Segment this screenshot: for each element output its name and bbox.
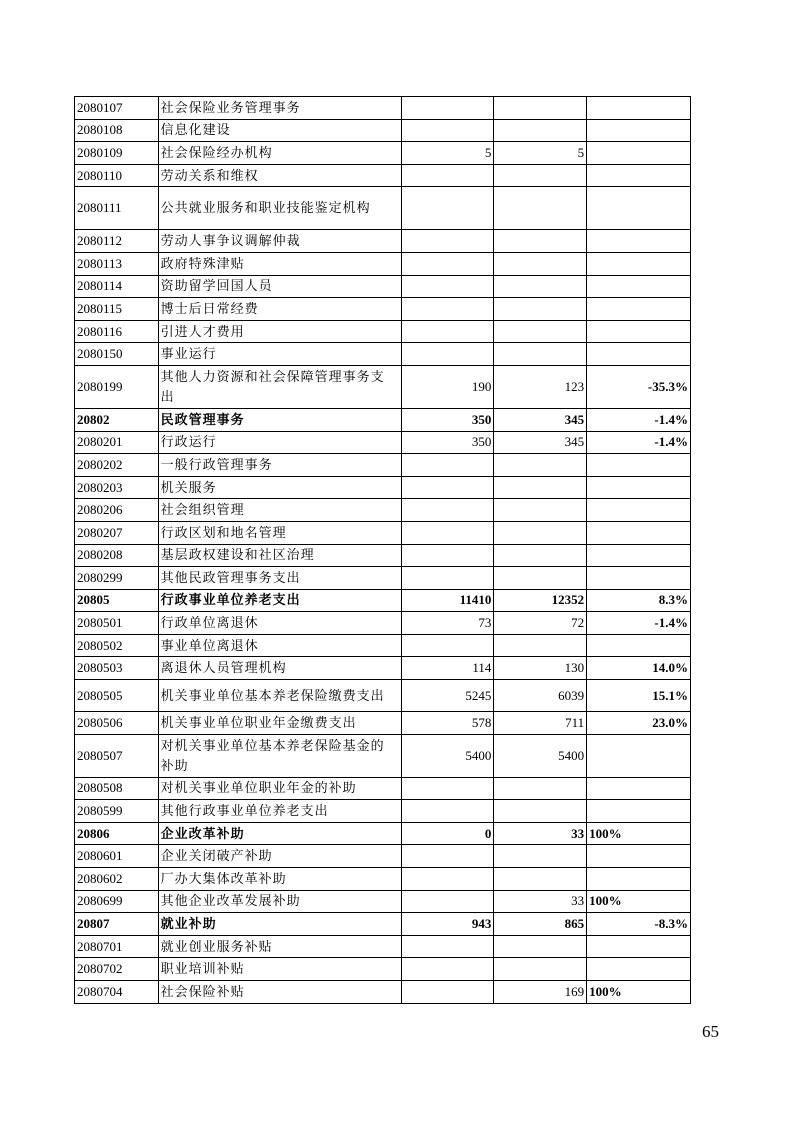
table-row [75, 567, 691, 590]
change-percent-cell [587, 343, 691, 366]
value-2025-cell [494, 634, 587, 657]
change-percent-cell [587, 320, 691, 343]
value-2025-cell: 345 [494, 431, 587, 454]
code-cell: 20807 [75, 913, 159, 936]
table-row [75, 187, 691, 230]
table-row [75, 800, 691, 823]
value-2025-cell [494, 499, 587, 522]
change-percent-cell: -35.3% [587, 365, 691, 408]
change-percent-cell [587, 142, 691, 165]
change-percent-cell [587, 119, 691, 142]
code-cell: 2080109 [75, 142, 159, 165]
change-percent-cell: 8.3% [587, 589, 691, 612]
name-cell: 社会保险业务管理事务 [158, 97, 401, 120]
name-cell: 社会保险经办机构 [158, 142, 401, 165]
value-2025-cell: 130 [494, 657, 587, 680]
change-percent-cell [587, 958, 691, 981]
change-percent-cell [587, 521, 691, 544]
value-2025-cell: 12352 [494, 589, 587, 612]
name-cell: 公共就业服务和职业技能鉴定机构 [158, 187, 401, 230]
value-2025-cell: 123 [494, 365, 587, 408]
value-2024-cell: 5400 [401, 734, 494, 777]
code-cell: 2080207 [75, 521, 159, 544]
change-percent-cell: -1.4% [587, 431, 691, 454]
code-cell: 2080107 [75, 97, 159, 120]
value-2024-cell [401, 981, 494, 1004]
code-cell: 2080208 [75, 544, 159, 567]
code-cell: 2080501 [75, 612, 159, 635]
value-2025-cell [494, 164, 587, 187]
value-2025-cell [494, 119, 587, 142]
table-row [75, 454, 691, 477]
name-cell: 民政管理事务 [158, 408, 401, 431]
table-row [75, 320, 691, 343]
change-percent-cell [587, 544, 691, 567]
name-cell: 社会组织管理 [158, 499, 401, 522]
name-cell: 其他民政管理事务支出 [158, 567, 401, 590]
code-cell: 2080502 [75, 634, 159, 657]
name-cell: 社会保险补贴 [158, 981, 401, 1004]
value-2024-cell [401, 845, 494, 868]
value-2025-cell [494, 454, 587, 477]
code-cell: 2080505 [75, 680, 159, 712]
table-row [75, 142, 691, 165]
table-row [75, 913, 691, 936]
table-row [75, 935, 691, 958]
change-percent-cell [587, 164, 691, 187]
value-2024-cell: 5 [401, 142, 494, 165]
value-2024-cell [401, 634, 494, 657]
value-2024-cell: 11410 [401, 589, 494, 612]
table-row [75, 252, 691, 275]
table-row [75, 408, 691, 431]
change-percent-cell [587, 567, 691, 590]
name-cell: 职业培训补贴 [158, 958, 401, 981]
code-cell: 2080199 [75, 365, 159, 408]
value-2024-cell [401, 890, 494, 913]
name-cell: 厂办大集体改革补助 [158, 868, 401, 891]
value-2024-cell [401, 800, 494, 823]
value-2025-cell [494, 275, 587, 298]
value-2024-cell: 73 [401, 612, 494, 635]
value-2025-cell [494, 935, 587, 958]
change-percent-cell: 15.1% [587, 680, 691, 712]
code-cell: 2080701 [75, 935, 159, 958]
value-2025-cell [494, 343, 587, 366]
table-row [75, 230, 691, 253]
table-row [75, 777, 691, 800]
code-cell: 2080114 [75, 275, 159, 298]
change-percent-cell: -1.4% [587, 612, 691, 635]
change-percent-cell [587, 476, 691, 499]
name-cell: 其他人力资源和社会保障管理事务支出 [158, 365, 401, 408]
value-2024-cell [401, 958, 494, 981]
code-cell: 2080116 [75, 320, 159, 343]
change-percent-cell [587, 868, 691, 891]
name-cell: 机关事业单位职业年金缴费支出 [158, 712, 401, 735]
value-2025-cell [494, 252, 587, 275]
code-cell: 2080110 [75, 164, 159, 187]
value-2025-cell [494, 187, 587, 230]
table-row [75, 343, 691, 366]
value-2025-cell [494, 476, 587, 499]
change-percent-cell [587, 734, 691, 777]
value-2024-cell [401, 187, 494, 230]
value-2025-cell: 33 [494, 890, 587, 913]
change-percent-cell: 14.0% [587, 657, 691, 680]
code-cell: 2080108 [75, 119, 159, 142]
value-2024-cell: 943 [401, 913, 494, 936]
name-cell: 行政运行 [158, 431, 401, 454]
code-cell: 2080202 [75, 454, 159, 477]
value-2024-cell [401, 97, 494, 120]
change-percent-cell: -8.3% [587, 913, 691, 936]
table-row [75, 298, 691, 321]
value-2024-cell: 350 [401, 408, 494, 431]
change-percent-cell [587, 187, 691, 230]
table-row [75, 431, 691, 454]
name-cell: 机关服务 [158, 476, 401, 499]
table-row [75, 544, 691, 567]
change-percent-cell [587, 935, 691, 958]
table-row [75, 612, 691, 635]
value-2024-cell [401, 164, 494, 187]
value-2024-cell [401, 343, 494, 366]
code-cell: 2080508 [75, 777, 159, 800]
table-row [75, 822, 691, 845]
table-row [75, 680, 691, 712]
value-2025-cell: 33 [494, 822, 587, 845]
code-cell: 2080115 [75, 298, 159, 321]
budget-table [74, 96, 691, 1004]
value-2024-cell [401, 476, 494, 499]
code-cell: 2080201 [75, 431, 159, 454]
name-cell: 对机关事业单位基本养老保险基金的补助 [158, 734, 401, 777]
name-cell: 引进人才费用 [158, 320, 401, 343]
value-2025-cell: 5400 [494, 734, 587, 777]
value-2024-cell [401, 320, 494, 343]
name-cell: 就业补助 [158, 913, 401, 936]
value-2024-cell [401, 252, 494, 275]
value-2025-cell [494, 521, 587, 544]
value-2025-cell [494, 845, 587, 868]
code-cell: 20802 [75, 408, 159, 431]
value-2025-cell [494, 958, 587, 981]
value-2025-cell [494, 298, 587, 321]
name-cell: 一般行政管理事务 [158, 454, 401, 477]
value-2024-cell [401, 499, 494, 522]
code-cell: 2080150 [75, 343, 159, 366]
change-percent-cell [587, 634, 691, 657]
name-cell: 事业单位离退休 [158, 634, 401, 657]
table-row [75, 275, 691, 298]
value-2025-cell: 865 [494, 913, 587, 936]
change-percent-cell [587, 275, 691, 298]
name-cell: 行政事业单位养老支出 [158, 589, 401, 612]
table-row [75, 521, 691, 544]
value-2024-cell [401, 230, 494, 253]
code-cell: 2080206 [75, 499, 159, 522]
name-cell: 基层政权建设和社区治理 [158, 544, 401, 567]
table-row [75, 712, 691, 735]
value-2025-cell [494, 567, 587, 590]
value-2024-cell [401, 935, 494, 958]
value-2024-cell [401, 454, 494, 477]
code-cell: 20805 [75, 589, 159, 612]
change-percent-cell [587, 800, 691, 823]
value-2024-cell: 114 [401, 657, 494, 680]
change-percent-cell: 100% [587, 981, 691, 1004]
name-cell: 机关事业单位基本养老保险缴费支出 [158, 680, 401, 712]
value-2025-cell [494, 800, 587, 823]
table-row [75, 868, 691, 891]
value-2024-cell [401, 544, 494, 567]
value-2025-cell: 6039 [494, 680, 587, 712]
value-2025-cell: 711 [494, 712, 587, 735]
code-cell: 2080506 [75, 712, 159, 735]
value-2024-cell [401, 777, 494, 800]
change-percent-cell [587, 298, 691, 321]
value-2024-cell: 5245 [401, 680, 494, 712]
table-row [75, 365, 691, 408]
value-2025-cell [494, 320, 587, 343]
name-cell: 行政单位离退休 [158, 612, 401, 635]
value-2024-cell: 350 [401, 431, 494, 454]
change-percent-cell: 100% [587, 890, 691, 913]
value-2025-cell: 5 [494, 142, 587, 165]
page-number: 65 [702, 1022, 719, 1041]
code-cell: 2080203 [75, 476, 159, 499]
change-percent-cell: 100% [587, 822, 691, 845]
table-row [75, 845, 691, 868]
budget-table-body [75, 97, 691, 1004]
name-cell: 劳动关系和维权 [158, 164, 401, 187]
value-2024-cell [401, 119, 494, 142]
name-cell: 其他行政事业单位养老支出 [158, 800, 401, 823]
name-cell: 博士后日常经费 [158, 298, 401, 321]
table-row [75, 734, 691, 777]
name-cell: 其他企业改革发展补助 [158, 890, 401, 913]
code-cell: 2080112 [75, 230, 159, 253]
name-cell: 事业运行 [158, 343, 401, 366]
name-cell: 资助留学回国人员 [158, 275, 401, 298]
table-row [75, 958, 691, 981]
value-2025-cell: 345 [494, 408, 587, 431]
change-percent-cell [587, 454, 691, 477]
code-cell: 2080704 [75, 981, 159, 1004]
value-2024-cell: 190 [401, 365, 494, 408]
code-cell: 2080599 [75, 800, 159, 823]
value-2025-cell [494, 230, 587, 253]
code-cell: 2080113 [75, 252, 159, 275]
table-row [75, 890, 691, 913]
name-cell: 离退休人员管理机构 [158, 657, 401, 680]
change-percent-cell [587, 252, 691, 275]
value-2024-cell [401, 521, 494, 544]
change-percent-cell [587, 777, 691, 800]
table-row [75, 476, 691, 499]
value-2024-cell [401, 275, 494, 298]
value-2025-cell [494, 777, 587, 800]
code-cell: 2080602 [75, 868, 159, 891]
name-cell: 信息化建设 [158, 119, 401, 142]
table-row [75, 97, 691, 120]
code-cell: 2080601 [75, 845, 159, 868]
value-2024-cell: 578 [401, 712, 494, 735]
code-cell: 2080503 [75, 657, 159, 680]
code-cell: 2080507 [75, 734, 159, 777]
change-percent-cell: 23.0% [587, 712, 691, 735]
name-cell: 企业改革补助 [158, 822, 401, 845]
change-percent-cell: -1.4% [587, 408, 691, 431]
change-percent-cell [587, 499, 691, 522]
table-row [75, 634, 691, 657]
table-row [75, 589, 691, 612]
value-2025-cell [494, 544, 587, 567]
value-2024-cell [401, 298, 494, 321]
table-row [75, 164, 691, 187]
name-cell: 企业关闭破产补助 [158, 845, 401, 868]
change-percent-cell [587, 230, 691, 253]
code-cell: 2080699 [75, 890, 159, 913]
name-cell: 行政区划和地名管理 [158, 521, 401, 544]
value-2024-cell: 0 [401, 822, 494, 845]
name-cell: 就业创业服务补贴 [158, 935, 401, 958]
code-cell: 2080702 [75, 958, 159, 981]
value-2024-cell [401, 868, 494, 891]
value-2025-cell [494, 868, 587, 891]
table-row [75, 499, 691, 522]
name-cell: 对机关事业单位职业年金的补助 [158, 777, 401, 800]
name-cell: 劳动人事争议调解仲裁 [158, 230, 401, 253]
code-cell: 20806 [75, 822, 159, 845]
change-percent-cell [587, 97, 691, 120]
value-2025-cell [494, 97, 587, 120]
table-row [75, 657, 691, 680]
code-cell: 2080299 [75, 567, 159, 590]
table-row [75, 119, 691, 142]
value-2025-cell: 72 [494, 612, 587, 635]
value-2025-cell: 169 [494, 981, 587, 1004]
value-2024-cell [401, 567, 494, 590]
code-cell: 2080111 [75, 187, 159, 230]
name-cell: 政府特殊津贴 [158, 252, 401, 275]
table-row [75, 981, 691, 1004]
change-percent-cell [587, 845, 691, 868]
